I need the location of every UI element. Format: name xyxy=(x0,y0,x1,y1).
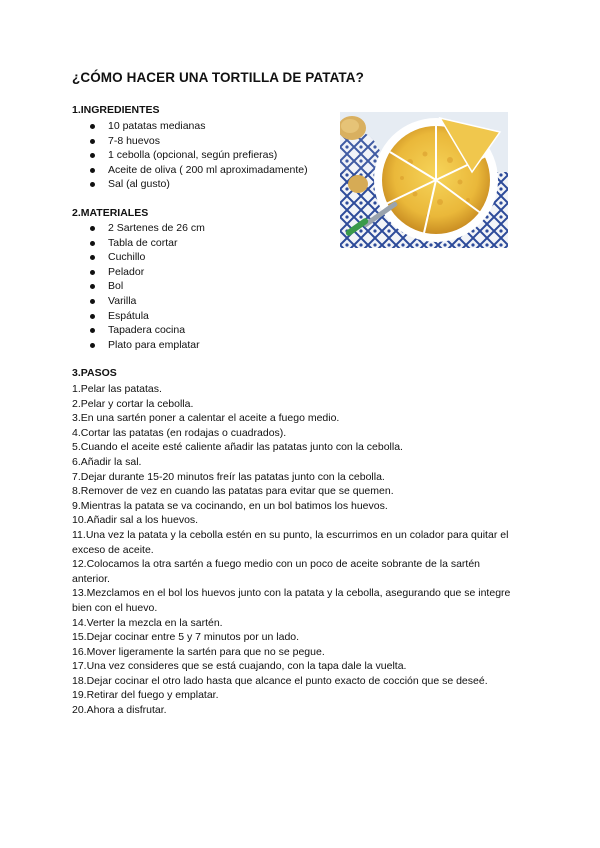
list-item: 17.Una vez consideres que se está cuajando, con la tapa dale la vuelta. xyxy=(72,660,407,673)
list-item: 19.Retirar del fuego y emplatar. xyxy=(72,689,219,702)
list-item: Pelador xyxy=(72,265,205,280)
list-item: Aceite de oliva ( 200 ml aproximadamente) xyxy=(72,163,308,178)
page-title: ¿CÓMO HACER UNA TORTILLA DE PATATA? xyxy=(72,70,364,85)
list-item: 7-8 huevos xyxy=(72,134,308,149)
list-item: 16.Mover ligeramente la sartén para que no se pegue. xyxy=(72,645,325,658)
ingredients-heading: 1.INGREDIENTES xyxy=(72,104,160,116)
list-item: Varilla xyxy=(72,294,205,309)
steps-list xyxy=(72,382,518,718)
list-item: 18.Dejar cocinar el otro lado hasta que alcance el punto exacto de cocción que se deseé. xyxy=(72,674,488,687)
list-item: 12.Colocamos la otra sartén a fuego medio con un poco de aceite sobrante de la sartén anterior. xyxy=(72,558,481,585)
steps-heading: 3.PASOS xyxy=(72,367,117,379)
list-item: 20.Ahora a disfrutar. xyxy=(72,704,167,717)
list-item: 10.Añadir sal a los huevos. xyxy=(72,514,199,527)
list-item: 2 Sartenes de 26 cm xyxy=(72,221,205,236)
list-item: Bol xyxy=(72,279,205,294)
list-item: 4.Cortar las patatas (en rodajas o cuadrados). xyxy=(72,426,287,439)
list-item: 9.Mientras la patata se va cocinando, en un bol batimos los huevos. xyxy=(72,499,388,512)
list-item: 7.Dejar durante 15-20 minutos freír las patatas junto con la cebolla. xyxy=(72,470,385,483)
list-item: Plato para emplatar xyxy=(72,338,205,353)
list-item: 8.Remover de vez en cuando las patatas para evitar que se quemen. xyxy=(72,485,394,498)
list-item: Espátula xyxy=(72,309,205,324)
list-item: 15.Dejar cocinar entre 5 y 7 minutos por un lado. xyxy=(72,631,300,644)
ingredients-list xyxy=(72,119,308,192)
list-item: 13.Mezclamos en el bol los huevos junto con la patata y la cebolla, asegurando que se integre bien con el huevo. xyxy=(72,587,511,614)
tortilla-photo xyxy=(340,112,508,248)
list-item: 10 patatas medianas xyxy=(72,119,308,134)
list-item: 1.Pelar las patatas. xyxy=(72,383,162,395)
list-item: Tabla de cortar xyxy=(72,236,205,251)
list-item: 11.Una vez la patata y la cebolla estén en su punto, la escurrimos en un colador para quitar el exceso de aceite. xyxy=(72,528,509,556)
materials-list xyxy=(72,221,205,352)
list-item: Cuchillo xyxy=(72,250,205,265)
list-item: Tapadera cocina xyxy=(72,323,205,338)
list-item: 2.Pelar y cortar la cebolla. xyxy=(72,397,194,410)
list-item: Sal (al gusto) xyxy=(72,177,308,192)
list-item: 1 cebolla (opcional, según prefieras) xyxy=(72,148,308,163)
list-item: 3.En una sartén poner a calentar el aceite a fuego medio. xyxy=(72,412,340,425)
list-item: 5.Cuando el aceite esté caliente añadir las patatas junto con la cebolla. xyxy=(72,441,403,454)
list-item: 6.Añadir la sal. xyxy=(72,455,142,468)
list-item: 14.Verter la mezcla en la sartén. xyxy=(72,616,223,629)
materials-heading: 2.MATERIALES xyxy=(72,207,149,219)
